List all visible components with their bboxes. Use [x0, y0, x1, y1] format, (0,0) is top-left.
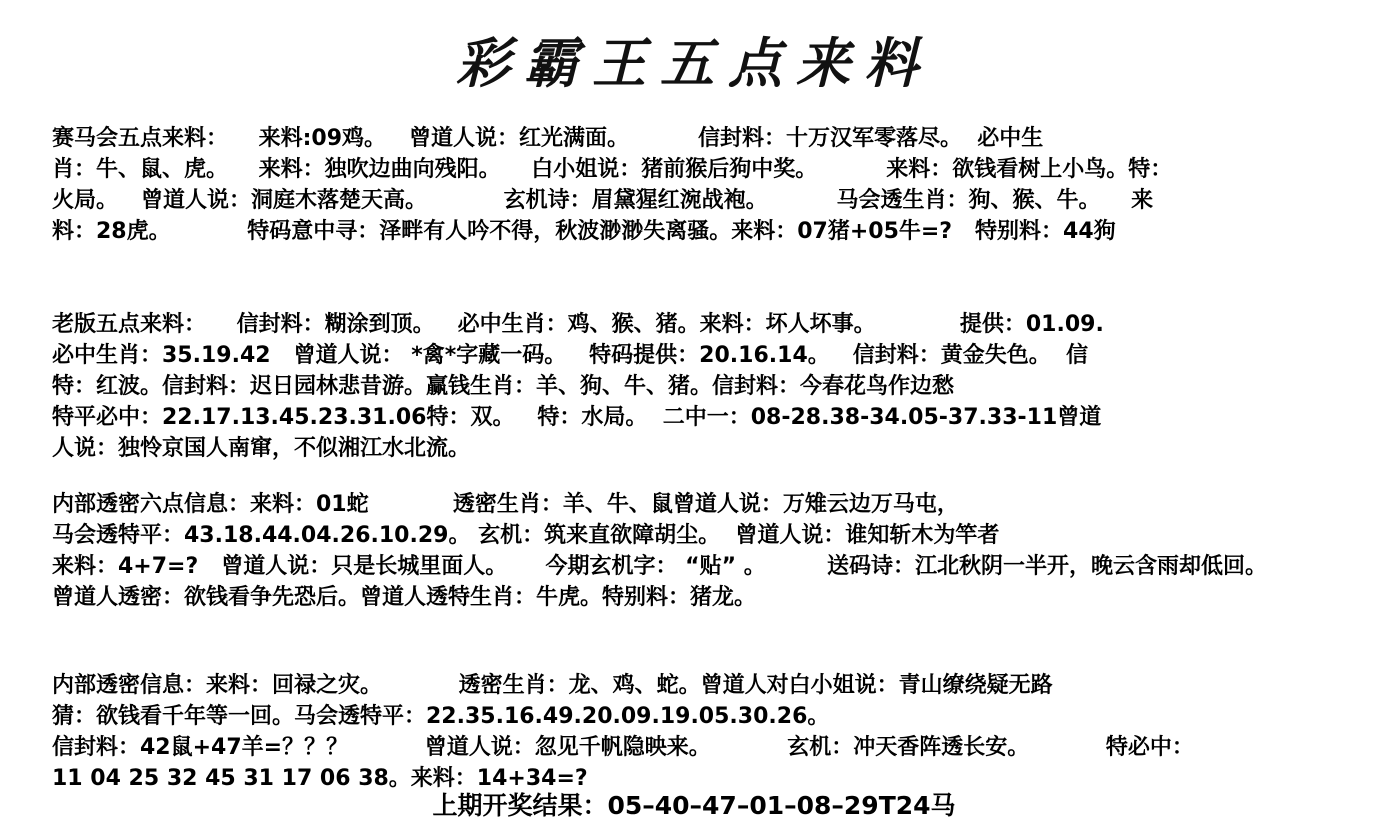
- section1-line-2: 肖：牛、鼠、虎。 来料：独吹边曲向残阳。 白小姐说：猪前猴后狗中奖。 来料：欲钱看树上小鸟。特：: [52, 157, 1173, 182]
- section4-line-4: 11 04 25 32 45 31 17 06 38。来料：14+34=?: [52, 766, 588, 791]
- section2-line-1: 老版五点来料： 信封料：糊涂到顶。 必中生肖：鸡、猴、猪。来料：坏人坏事。 提供：01.09.: [52, 312, 1104, 337]
- section4-line-1: 内部透密信息：来料：回禄之灾。 透密生肖：龙、鸡、蛇。曾道人对白小姐说：青山缭绕疑无路: [52, 673, 1053, 698]
- section3-line-1: 内部透密六点信息：来料：01蛇 透密生肖：羊、牛、鼠曾道人说：万雉云边万马屯，: [52, 492, 959, 517]
- section4-line-2: 猜：欲钱看千年等一回。马会透特平：22.35.16.49.20.09.19.05.30.26。: [52, 704, 830, 729]
- section2-line-5: 人说：独怜京国人南窜，不似湘江水北流。: [52, 436, 471, 461]
- section2-line-2: 必中生肖：35.19.42 曾道人说： *禽*字藏一码。 特码提供：20.16.14。 信封料：黄金失色。 信: [52, 343, 1089, 368]
- section1-line-4: 料：28虎。 特码意中寻：泽畔有人吟不得，秋波渺渺失离骚。来料：07猪+05牛=? 特别料：44狗: [52, 219, 1116, 244]
- last-draw-result: 上期开奖结果：05–40–47–01–08–29T24马: [432, 791, 956, 820]
- section2-line-3: 特：红波。信封料：迟日园林悲昔游。赢钱生肖：羊、狗、牛、猪。信封料：今春花鸟作边愁: [52, 374, 955, 399]
- page-title: 彩霸王五点来料: [456, 31, 932, 95]
- section4-line-3: 信封料：42鼠+47羊=？？？ 曾道人说：忽见千帆隐映来。 玄机：冲天香阵透长安。 特必中：: [52, 735, 1194, 760]
- section2-line-4: 特平必中：22.17.13.45.23.31.06特：双。 特：水局。 二中一：08-28.38-34.05-37.33-11曾道: [52, 405, 1102, 430]
- section1-line-1: 赛马会五点来料： 来料:09鸡。 曾道人说：红光满面。 信封料：十万汉军零落尽。 必中生: [52, 126, 1044, 151]
- section3-line-2: 马会透特平：43.18.44.04.26.10.29。 玄机：筑来直欲障胡尘。 曾道人说：谁知斩木为竿者: [52, 523, 1000, 548]
- section1-line-3: 火局。 曾道人说：洞庭木落楚天高。 玄机诗：眉黛猩红涴战袍。 马会透生肖：狗、猴、牛。 来: [52, 188, 1154, 213]
- section3-line-3: 来料：4+7=? 曾道人说：只是长城里面人。 今期玄机字： “贴” 。 送码诗：江北秋阴一半开，晚云含雨却低回。: [52, 554, 1268, 579]
- section3-line-4: 曾道人透密：欲钱看争先恐后。曾道人透特生肖：牛虎。特别料：猪龙。: [52, 585, 757, 610]
